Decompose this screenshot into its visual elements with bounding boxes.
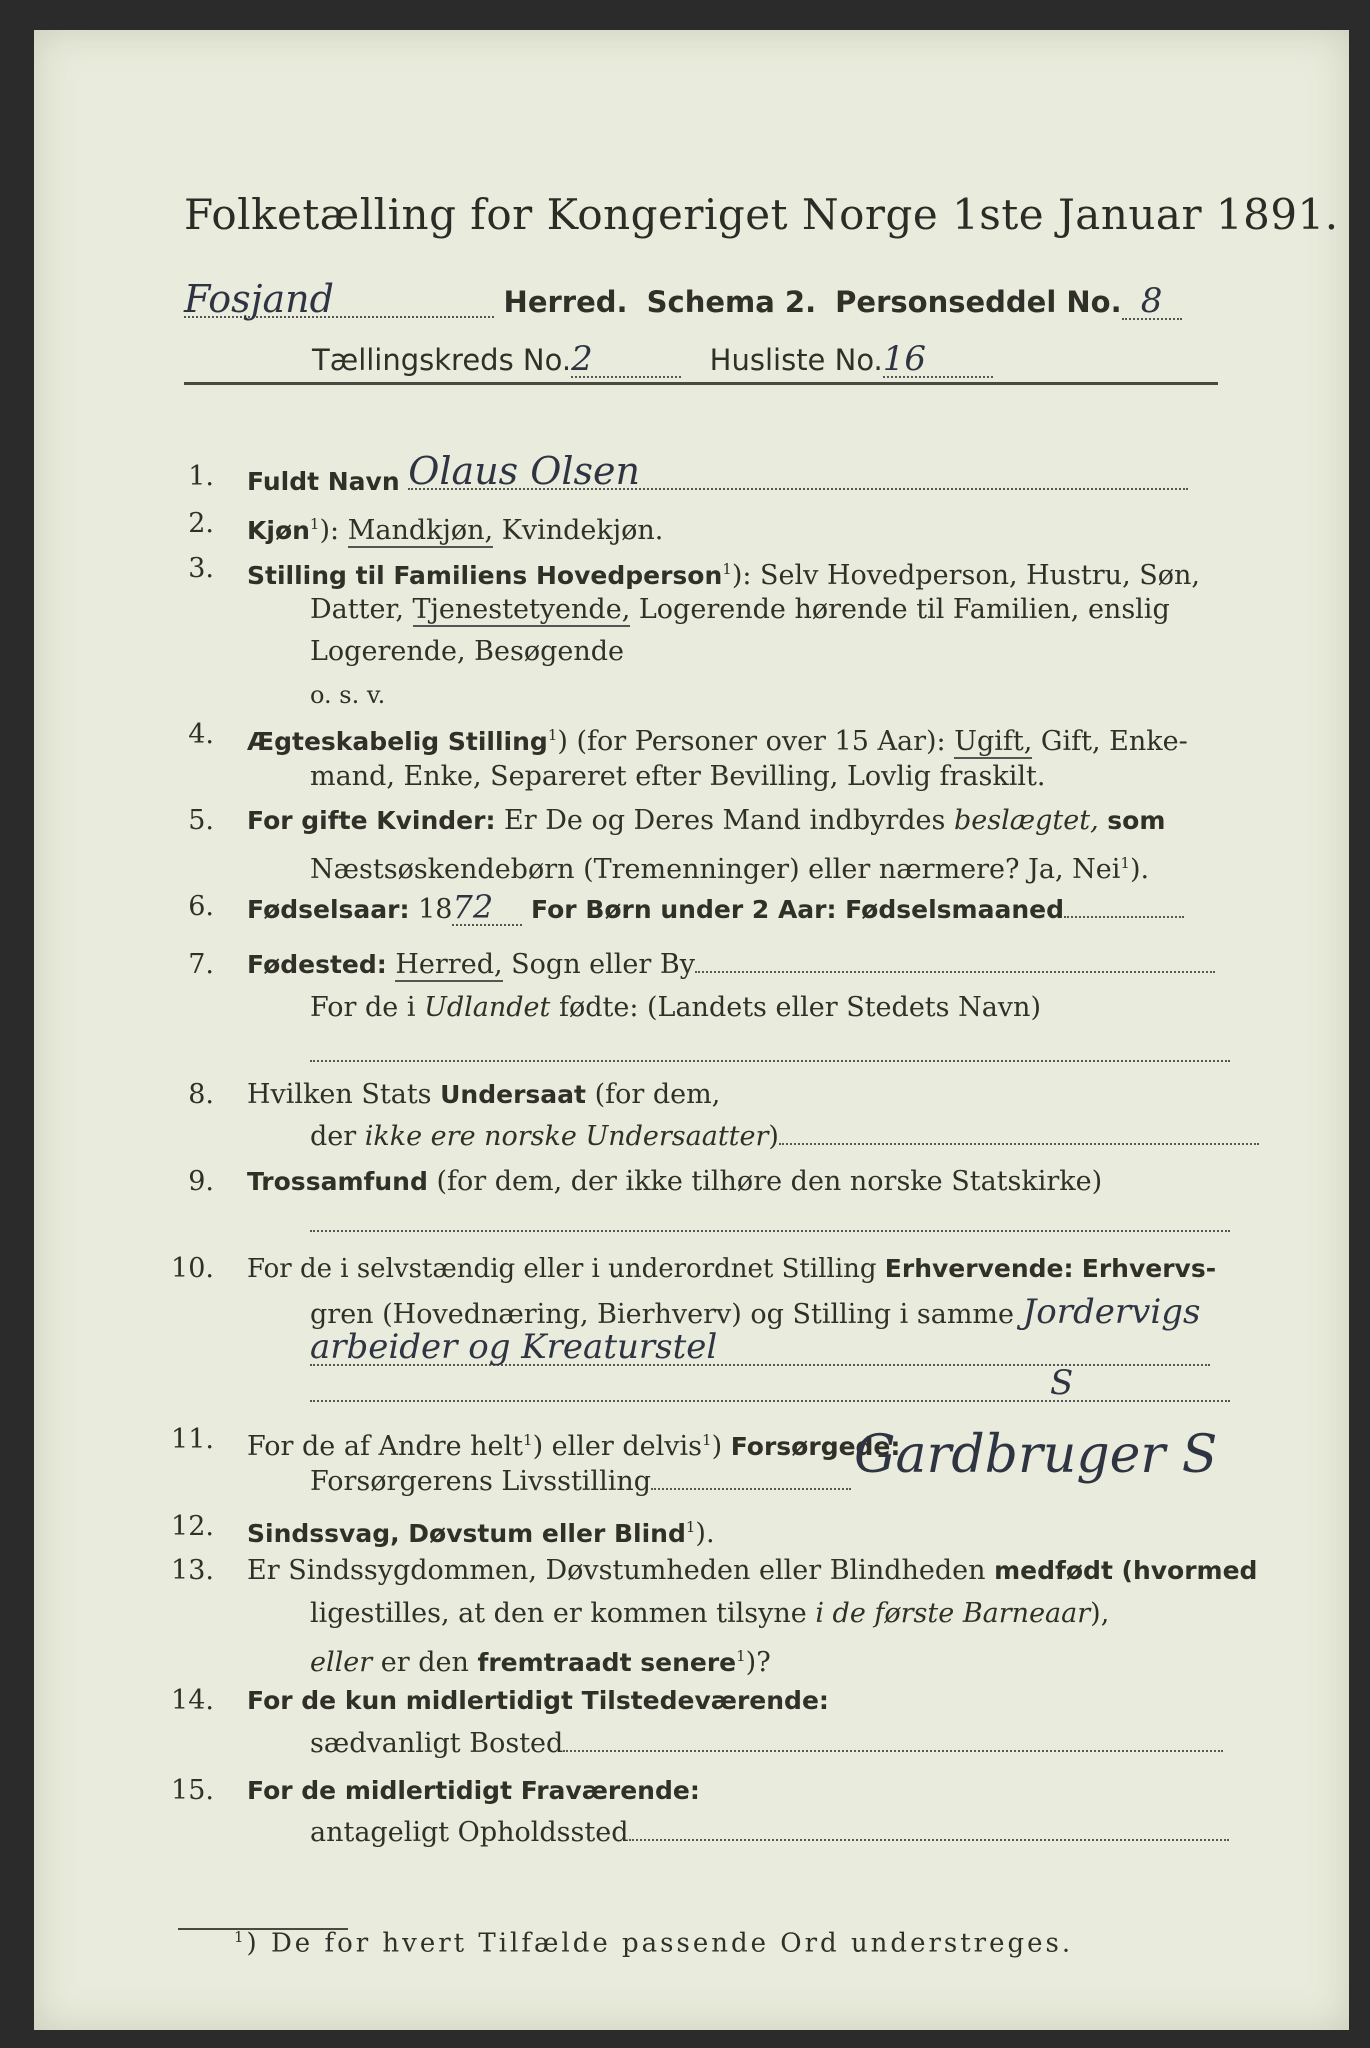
q6-line [247,890,1184,927]
q13-text-h: er den [380,1647,469,1678]
q7-herred: Herred, [395,949,503,980]
q10-value-2: arbeider og Kreaturstel [310,1330,1210,1366]
q5-text-c: som [1107,806,1166,835]
husliste-label: Husliste No. [709,343,883,377]
herred-value: Fosjand [184,282,494,318]
item-number: 8. [188,1079,214,1110]
q6-label: Fødselsaar: [247,895,410,924]
q12-label: Sindssvag, Døvstum eller Blind [247,1519,686,1548]
husliste-value: 16 [883,342,993,378]
q11-text-c: ) [711,1431,723,1462]
q11-text-b: ) eller delvis [532,1431,703,1462]
q1-label: Fuldt Navn [247,467,400,496]
q8-text-c: (for dem, [594,1079,721,1110]
item-number: 10. [171,1253,214,1284]
q11-text-d: Forsørgerens Livsstilling [310,1466,652,1497]
q14-line-2 [310,1727,1223,1761]
q7-line-2 [310,991,1041,1025]
q10-text-b: Erhvervende: [884,1254,1074,1283]
q15-line-1 [247,1774,700,1808]
q2-sep: ): [319,515,340,546]
q10-value-3: S [1050,1363,1074,1403]
q3-options-2: Logerende hørende til Familien, enslig [638,594,1170,625]
q13-text-d: ligestilles, at den er kommen tilsyne [310,1598,807,1629]
q4-text-b: Gift, Enke- [1040,726,1188,757]
q10-value-1: Jordervigs [1022,1292,1201,1332]
q5-line-1 [247,804,1165,838]
q10-text-d: gren (Hovednæring, Bierhverv) og Stilling i samme [310,1299,1015,1330]
taellingskreds-value: 2 [571,342,681,378]
q2-label: Kjøn [247,516,310,545]
item-number: 4. [188,719,214,750]
q13-text-e: i de første Barneaar [815,1598,1091,1629]
q3-datter: Datter, [310,594,404,625]
q11-label: Forsørgede: [730,1432,901,1461]
q10-text-c: Erhvervs- [1081,1254,1217,1283]
q3-options-1: ): Selv Hovedperson, Hustru, Søn, [731,560,1200,591]
q8-line-1 [247,1078,720,1112]
q15-text: antageligt Opholdssted [310,1817,629,1848]
form-title: Folketælling for Kongeriget Norge 1ste Januar 1891. [184,190,1339,239]
personseddel-value: 8 [1122,284,1182,320]
item-number: 15. [171,1775,214,1806]
item-number: 5. [188,805,214,836]
q5-text-e: ). [1129,854,1150,885]
q13-text-j: )? [745,1647,771,1678]
q12-line: Sindssvag, Døvstum eller Blind$^1$). [247,1518,715,1549]
q1-line [247,449,1188,499]
q13-line-3: eller er den fremtraadt senere$^1$)? [310,1647,771,1678]
q7-text-c: fødte: (Landets eller Stedets Navn) [558,992,1041,1023]
taellingskreds-line [312,339,993,379]
q15-label: For de midlertidigt Fraværende: [247,1776,700,1805]
q9-rest: (for dem, der ikke tilhøre den norske Statskirke) [436,1166,1103,1197]
q12-end: ). [695,1518,715,1549]
q8-text-e: ikke ere norske Undersaatter [364,1121,769,1152]
q11-line-1: For de af Andre helt$^1$) eller delvis$^1$) Forsørgede: [247,1431,901,1462]
q7-text-a: For de i [310,992,416,1023]
q2-option-kvindekjon: Kvindekjøn. [501,515,664,546]
q6-value: 72 [452,890,522,926]
personseddel-label: Personseddel No. [835,285,1122,319]
q5-label: For gifte Kvinder: [247,806,496,835]
q13-line-1 [247,1554,1257,1588]
q14-line-1 [247,1684,829,1718]
q6-prefix: 18 [418,894,453,925]
q13-text-c: (hvormed [1121,1556,1258,1585]
q8-text-b: Undersaat [440,1080,586,1109]
q13-line-2 [310,1597,1109,1631]
q10-line-1 [247,1252,1216,1286]
q5-text-d: Næstsøskendebørn (Tremenninger) eller nærmere? Ja, Nei [310,854,1121,885]
q5-line-2: Næstsøskendebørn (Tremenninger) eller nærmere? Ja, Nei$^1$). [310,854,1150,885]
q4-label: Ægteskabelig Stilling [247,727,548,756]
item-number: 3. [188,553,214,584]
q4-line-1: Ægteskabelig Stilling$^1$) (for Personer over 15 Aar): Ugift, Gift, Enke- [247,726,1188,757]
q13-text-a: Er Sindssygdommen, Døvstumheden eller Blindheden [247,1555,986,1586]
q5-text-a: Er De og Deres Mand indbyrdes [504,805,946,836]
q9-blank-line [310,1230,1230,1232]
taellingskreds-label: Tællingskreds No. [312,343,572,377]
q3-line-2 [310,593,1170,627]
item-number: 6. [188,891,214,922]
q14-label: For de kun midlertidigt Tilstedeværende: [247,1686,829,1715]
q3-label: Stilling til Familiens Hovedperson [247,561,723,590]
q7-blank-line [310,1060,1230,1062]
q5-text-b: beslægtet, [953,805,1099,836]
item-number: 11. [171,1424,214,1455]
item-number: 13. [171,1555,214,1586]
q10-blank-line [310,1363,1230,1403]
footnote [234,1920,1073,1961]
q1-value: Olaus Olsen [408,454,1188,490]
item-number: 7. [188,949,214,980]
q15-line-2 [310,1816,1229,1850]
q8-text-f: ) [768,1121,779,1152]
q7-text-b: Udlandet [424,992,551,1023]
q8-text-a: Hvilken Stats [247,1079,432,1110]
q8-text-d: der [310,1121,357,1152]
item-number: 9. [188,1166,214,1197]
q14-text: sædvanligt Bosted [310,1728,564,1759]
q7-line-1 [247,948,1215,982]
herred-line [184,277,1182,321]
herred-label: Herred. [503,285,628,319]
item-number: 1. [188,461,214,492]
q9-label: Trossamfund [247,1167,428,1196]
q7-label: Fødested: [247,950,387,979]
q6-mid: For Børn under 2 Aar: [531,895,837,924]
q4-ugift: Ugift, [954,726,1033,757]
footnote-text: ) De for hvert Tilfælde passende Ord understreges. [246,1928,1074,1959]
q4-line-2: mand, Enke, Separeret efter Bevilling, Lovlig fraskilt. [310,761,1046,792]
schema-label: Schema 2. [646,285,817,319]
census-form-sheet [34,30,1349,2030]
q9-line-1 [247,1165,1102,1199]
header-rule [184,382,1218,385]
q3-tjenestetyende: Tjenestetyende, [412,594,631,625]
q11-line-2 [310,1465,851,1499]
q3-line-1: Stilling til Familiens Hovedperson$^1$): Selv Hovedperson, Hustru, Søn, [247,560,1200,591]
q11-value: Gardbruger S [854,1425,1218,1485]
q2-option-mandkjon: Mandkjøn, [347,515,494,546]
q13-text-i: fremtraadt senere [477,1648,737,1677]
q2-line: Kjøn$^1$): Mandkjøn, Kvindekjøn. [247,515,664,546]
q7-rest: Sogn eller By [511,949,695,980]
q11-text-a: For de af Andre helt [247,1431,524,1462]
q13-text-f: ), [1090,1598,1110,1629]
q13-text-b: medfødt [994,1556,1113,1585]
q13-text-g: eller [310,1647,373,1678]
item-number: 2. [188,508,214,539]
q3-line-3: Logerende, Besøgende [310,636,624,667]
q6-label2: Fødselsmaaned [845,895,1064,924]
q10-text-a: For de i selvstændig eller i underordnet Stilling [247,1254,877,1284]
item-number: 12. [171,1511,214,1542]
item-number: 14. [171,1685,214,1716]
q4-text-a: ) (for Personer over 15 Aar): [557,726,946,757]
q8-line-2 [310,1120,1259,1154]
footnote-marker: 1 [234,1928,247,1946]
q3-line-4: o. s. v. [310,681,386,709]
